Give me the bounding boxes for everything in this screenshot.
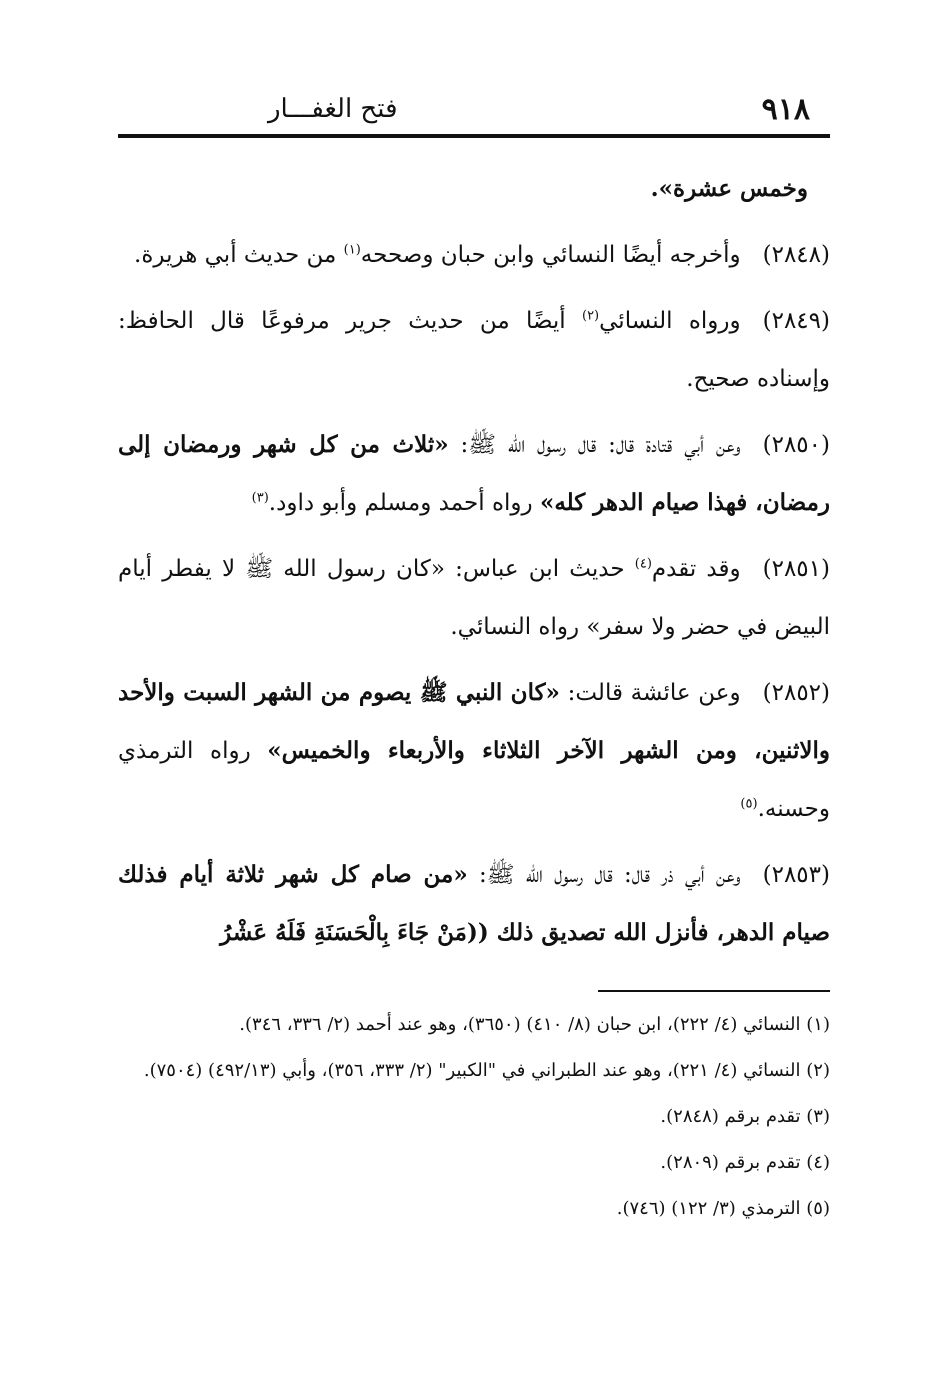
body-text xyxy=(118,160,830,970)
footnote-separator xyxy=(598,990,830,992)
hadith-number: (٢٨٤٩) xyxy=(762,308,830,334)
running-title: فتح الغفـــار xyxy=(268,94,398,124)
paragraph-2853 xyxy=(118,846,830,962)
footnote-marker: (٥) xyxy=(740,796,758,812)
paragraph-2850 xyxy=(118,416,830,532)
footnote-3: (٣) تقدم برقم (٢٨٤٨). xyxy=(660,1106,830,1127)
paragraph-2848 xyxy=(118,226,830,284)
hadith-number: (٢٨٥٠) xyxy=(762,432,830,458)
footnote-marker: (١) xyxy=(343,242,361,258)
hadith-number: (٢٨٤٨) xyxy=(762,242,830,268)
paragraph-2851 xyxy=(118,540,830,656)
hadith-quote: وخمس عشرة». xyxy=(650,175,808,202)
hadith-quote: «كان النبي ﷺ يصوم من الشهر السبت والأحد والاثنين، ومن الشهر الآخر الثلاثاء والأربعاء والخميس» xyxy=(118,679,830,764)
footnotes xyxy=(118,1002,830,1232)
footnote-5: (٥) الترمذي (٣/ ١٢٢) (٧٤٦). xyxy=(616,1198,830,1219)
footnote-4: (٤) تقدم برقم (٢٨٠٩). xyxy=(660,1152,830,1173)
paragraph-text: وقد تقدم xyxy=(651,556,741,582)
hadith-quote: «ثلاث من كل شهر ورمضان إلى رمضان، فهذا صيام الدهر كله» xyxy=(118,431,830,516)
paragraph-text: وعن أبي ذر قال: قال رسول الله ﷺ: xyxy=(467,862,741,888)
paragraph-text: وأخرجه أيضًا النسائي وابن حبان وصححه xyxy=(360,242,741,268)
paragraph-tail: أيضًا من حديث جرير مرفوعًا قال الحافظ: وإسناده صحيح. xyxy=(118,308,830,392)
footnote-marker: (٣) xyxy=(251,490,269,506)
header-rule xyxy=(118,134,830,138)
footnote-marker: (٤) xyxy=(634,556,652,572)
paragraph-tail: رواه أحمد ومسلم وأبو داود. xyxy=(268,490,540,516)
page-header xyxy=(118,88,830,132)
paragraph-2852 xyxy=(118,664,830,838)
hadith-number: (٢٨٥٢) xyxy=(762,680,831,706)
hadith-number: (٢٨٥١) xyxy=(762,556,830,582)
paragraph-text: ورواه النسائي xyxy=(599,308,741,334)
paragraph-tail: حديث ابن عباس: «كان رسول الله ﷺ لا يفطر أيام البيض في حضر ولا سفر» رواه النسائي. xyxy=(118,556,830,640)
paragraph-tail: من حديث أبي هريرة. xyxy=(134,242,344,268)
footnote-1: (١) النسائي (٤/ ٢٢٢)، ابن حبان (٨/ ٤١٠) (٣٦٥٠)، وهو عند أحمد (٢/ ٣٣٦، ٣٤٦). xyxy=(239,1014,830,1035)
paragraph-text: وعن أبي قتادة قال: قال رسول الله ﷺ: xyxy=(448,432,741,458)
page-number: ٩١٨ xyxy=(761,92,810,127)
hadith-number: (٢٨٥٣) xyxy=(762,862,830,888)
paragraph-tail: رواه الترمذي وحسنه. xyxy=(118,738,830,822)
hadith-quote: «من صام كل شهر ثلاثة أيام فذلك صيام الدهر، فأنزل الله تصديق ذلك ((مَنْ جَاءَ بِالْحَسَنَةِ فَلَهُ عَشْرُ xyxy=(118,861,830,946)
footnote-2: (٢) النسائي (٤/ ٢٢١)، وهو عند الطبراني في "الكبير" (٢/ ٣٣٣، ٣٥٦)، وأبي (٤٩٢/١٣) (٧٥٠٤). xyxy=(143,1060,830,1081)
paragraph-2849 xyxy=(118,292,830,408)
paragraph-text: وعن عائشة قالت: xyxy=(559,680,741,706)
footnote-marker: (٢) xyxy=(581,308,600,324)
paragraph-continuation xyxy=(118,160,830,218)
